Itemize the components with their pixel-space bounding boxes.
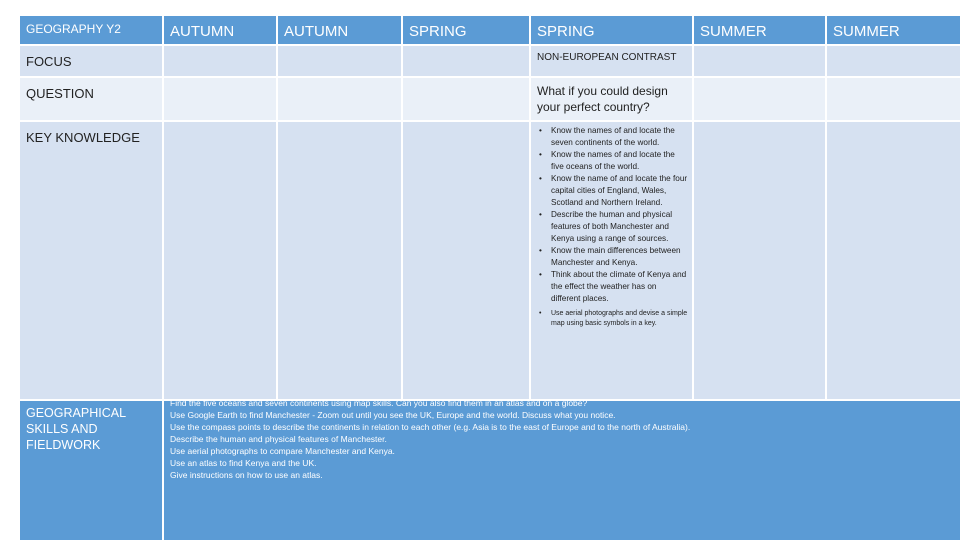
skills-line: Find the five oceans and seven continents using map skills. Can you also find them in an atlas and on a globe?	[170, 398, 588, 408]
row-label-focus: FOCUS	[20, 46, 162, 76]
question-cell-spring-1	[403, 78, 529, 120]
focus-cell-autumn-1	[164, 46, 276, 76]
question-cell-spring-2: What if you could design your perfect country?	[531, 78, 692, 120]
knowledge-cell-spring-2	[531, 122, 692, 399]
header-cell-summer-2: SUMMER	[827, 16, 960, 44]
header-cell-autumn-1: AUTUMN	[164, 16, 276, 44]
knowledge-list	[537, 125, 688, 329]
knowledge-cell-summer-2	[827, 122, 960, 399]
focus-cell-summer-1	[694, 46, 825, 76]
row-label-question: QUESTION	[20, 78, 162, 120]
skills-line: Use the compass points to describe the continents in relation to each other (e.g. Asia is to the east of Europe and to the north of Australia).	[170, 422, 691, 432]
knowledge-cell-spring-1	[403, 122, 529, 399]
header-cell-spring-1: SPRING	[403, 16, 529, 44]
header-cell-spring-2: SPRING	[531, 16, 692, 44]
list-item: • Think about the climate of Kenya and the effect the weather has on different places.	[551, 269, 688, 305]
skills-line: Describe the human and physical features of Manchester.	[170, 434, 387, 444]
header-cell-summer-1: SUMMER	[694, 16, 825, 44]
header-cell-autumn-2: AUTUMN	[278, 16, 401, 44]
list-item: • Know the name of and locate the four capital cities of England, Wales, Scotland and Northern Ireland.	[551, 173, 688, 209]
question-cell-summer-2	[827, 78, 960, 120]
question-cell-summer-1	[694, 78, 825, 120]
knowledge-cell-summer-1	[694, 122, 825, 399]
question-cell-autumn-2	[278, 78, 401, 120]
header-cell-subject: GEOGRAPHY Y2	[20, 16, 162, 44]
list-item: • Know the main differences between Manchester and Kenya.	[551, 245, 688, 269]
focus-cell-summer-2	[827, 46, 960, 76]
list-item: • Know the names of and locate the five oceans of the world.	[551, 149, 688, 173]
list-item: • Know the names of and locate the seven continents of the world.	[551, 125, 688, 149]
list-item: • Describe the human and physical features of both Manchester and Kenya using a range of sources.	[551, 209, 688, 245]
skills-text-block	[170, 397, 940, 481]
focus-cell-spring-2: NON-EUROPEAN CONTRAST	[531, 46, 692, 76]
row-label-key-knowledge: KEY KNOWLEDGE	[20, 122, 162, 399]
knowledge-cell-autumn-1	[164, 122, 276, 399]
skills-line: Use an atlas to find Kenya and the UK.	[170, 458, 317, 468]
skills-line: Use Google Earth to find Manchester - Zoom out until you see the UK, Europe and the world. Discuss what you notice.	[170, 410, 616, 420]
skills-line: Give instructions on how to use an atlas.	[170, 470, 323, 480]
focus-cell-autumn-2	[278, 46, 401, 76]
skills-line: Use aerial photographs to compare Manchester and Kenya.	[170, 446, 395, 456]
row-label-skills-fieldwork: GEOGRAPHICAL SKILLS AND FIELDWORK	[20, 401, 162, 540]
list-item: • Use aerial photographs and devise a simple map using basic symbols in a key.	[551, 309, 688, 329]
focus-cell-spring-1	[403, 46, 529, 76]
question-cell-autumn-1	[164, 78, 276, 120]
knowledge-cell-autumn-2	[278, 122, 401, 399]
